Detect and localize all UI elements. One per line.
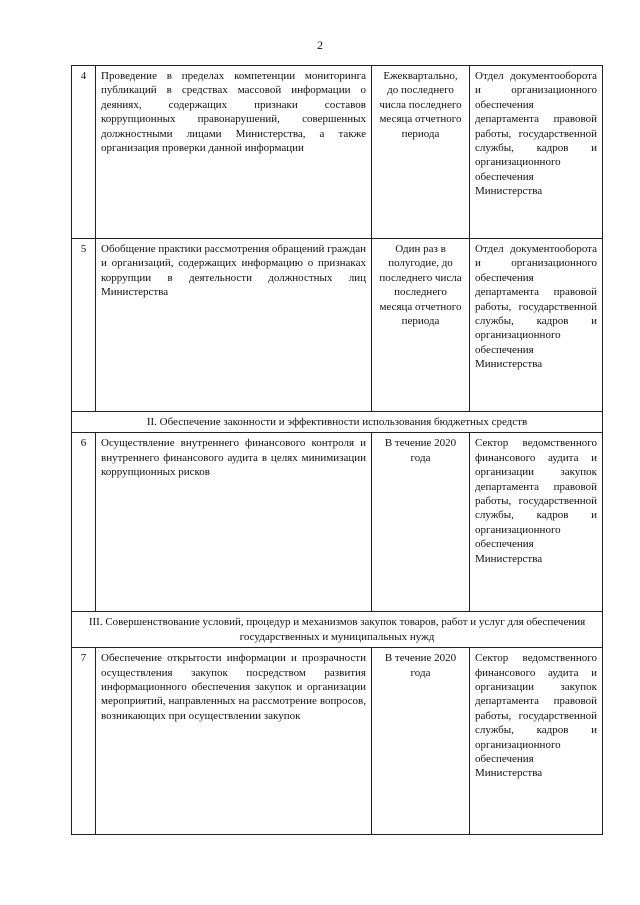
activity-cell: Проведение в пределах компетенции мониторинга публикаций в средствах массовой информации о деяниях, содержащих признаки составов коррупционных правонарушений, совершенных должностными лицами Министерства, а также организация проверки данной информации — [96, 66, 372, 239]
activity-cell: Обеспечение открытости информации и прозрачности осуществления закупок посредством развития информационного обеспечения закупок и организации мероприятий, направленных на рассмотрение вопросов, возникающих при осуществлении закупок — [96, 648, 372, 835]
section-heading: II. Обеспечение законности и эффективности использования бюджетных средств — [72, 412, 603, 433]
executor-cell: Отдел документооборота и организационного обеспечения департамента правовой работы, государственной службы, кадров и организационного обеспечения Министерства — [470, 66, 603, 239]
term-cell: Ежеквартально, до последнего числа последнего месяца отчетного периода — [372, 66, 470, 239]
row-number: 4 — [72, 66, 96, 239]
executor-cell: Сектор ведомственного финансового аудита и организации закупок департамента правовой работы, государственной службы, кадров и организационного обеспечения Министерства — [470, 433, 603, 612]
term-cell: В течение 2020 года — [372, 433, 470, 612]
section-heading: III. Совершенствование условий, процедур и механизмов закупок товаров, работ и услуг для обеспечения государственных и муниципальных нужд — [72, 612, 603, 648]
activity-cell: Осуществление внутреннего финансового контроля и внутреннего финансового аудита в целях минимизации коррупционных рисков — [96, 433, 372, 612]
executor-cell: Сектор ведомственного финансового аудита и организации закупок департамента правовой работы, государственной службы, кадров и организационного обеспечения Министерства — [470, 648, 603, 835]
table-row — [72, 648, 603, 835]
term-cell: В течение 2020 года — [372, 648, 470, 835]
table-row — [72, 433, 603, 612]
table-row — [72, 66, 603, 239]
row-number: 5 — [72, 239, 96, 412]
table-row — [72, 239, 603, 412]
activity-cell: Обобщение практики рассмотрения обращений граждан и организаций, содержащих информацию о признаках коррупции в деятельности должностных лиц Министерства — [96, 239, 372, 412]
executor-cell: Отдел документооборота и организационного обеспечения департамента правовой работы, государственной службы, кадров и организационного обеспечения Министерства — [470, 239, 603, 412]
page-number: 2 — [317, 38, 323, 52]
row-number: 7 — [72, 648, 96, 835]
section-row — [72, 412, 603, 433]
row-number: 6 — [72, 433, 96, 612]
section-row — [72, 612, 603, 648]
term-cell: Один раз в полугодие, до последнего числа последнего месяца отчетного периода — [372, 239, 470, 412]
measures-table — [71, 65, 603, 835]
